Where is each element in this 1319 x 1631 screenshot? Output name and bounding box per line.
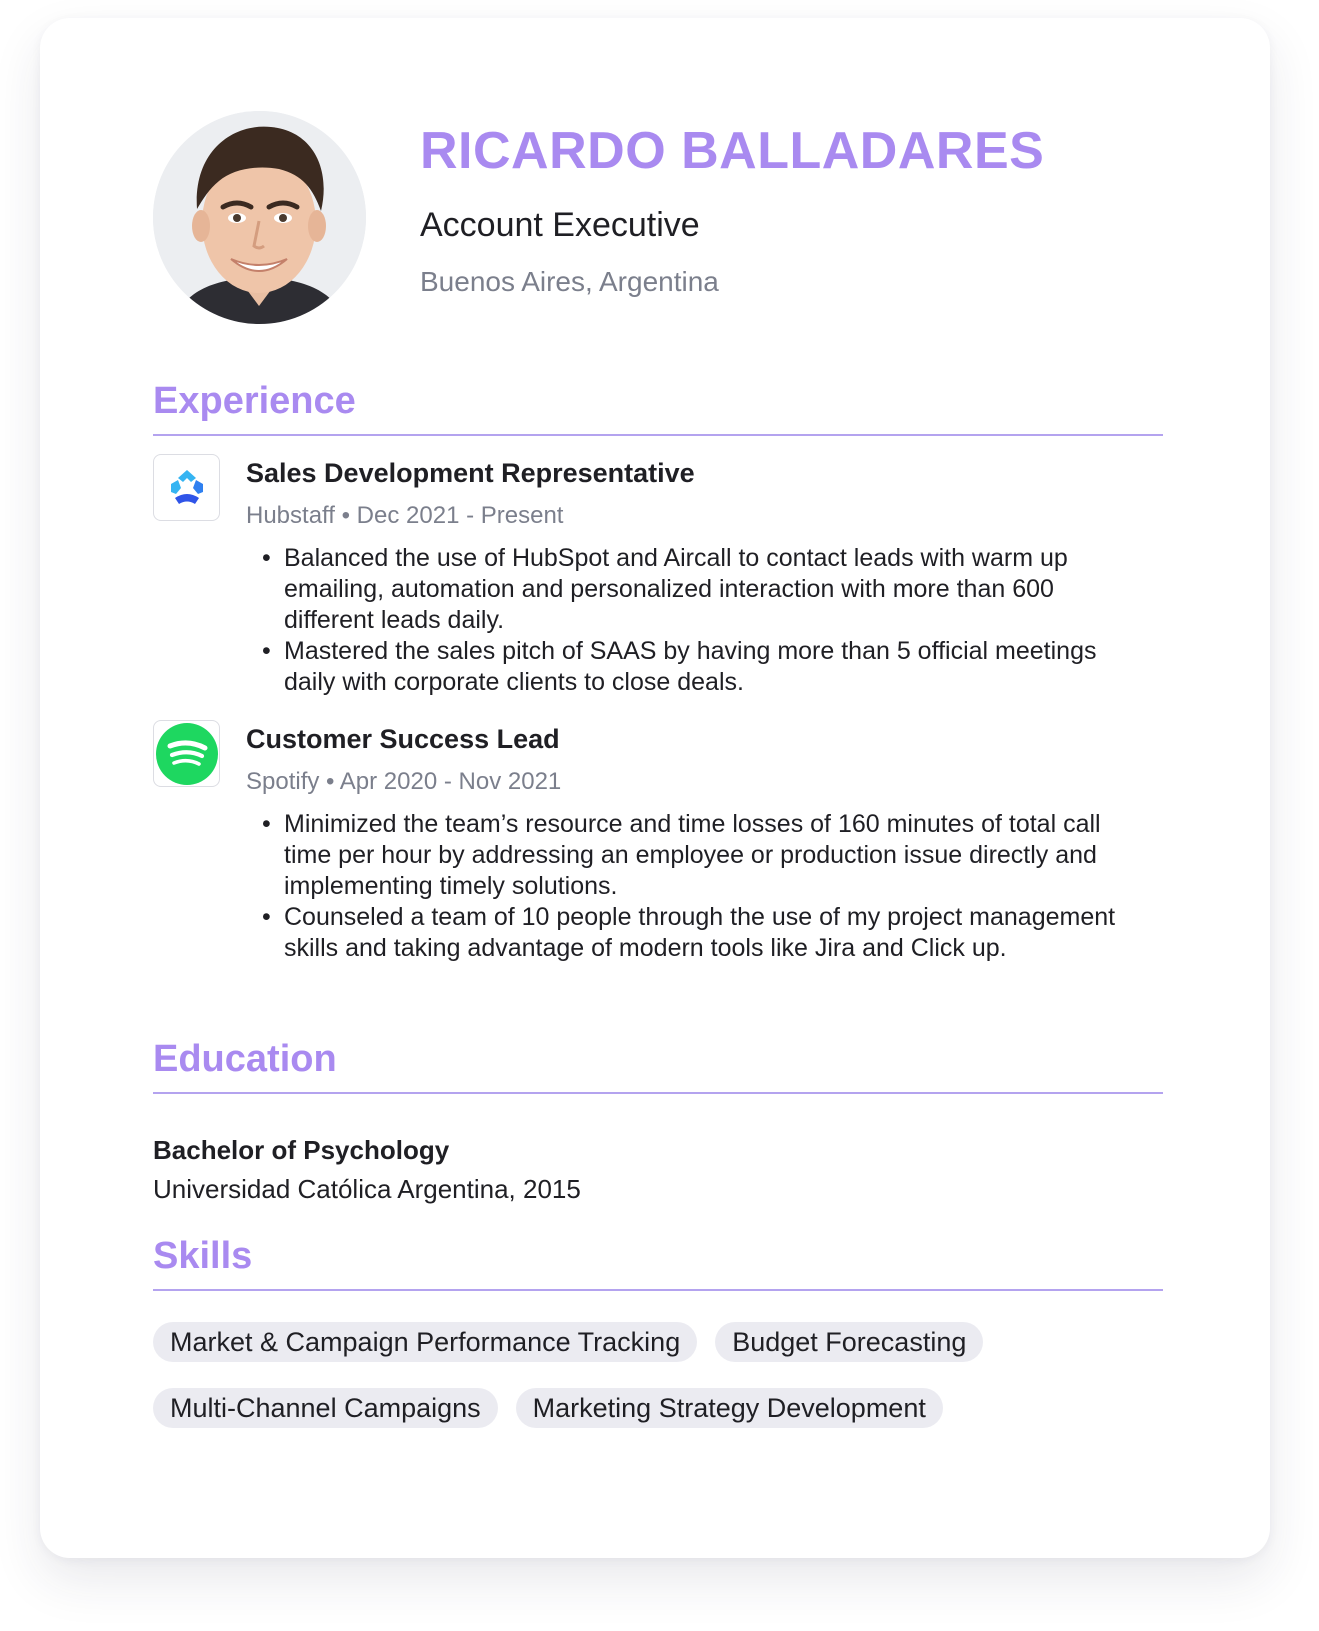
job-title-headline: Account Executive [420,206,700,244]
skills-row [153,1322,1163,1362]
achievement-item: • Mastered the sales pitch of SAAS by having more than 5 official meetings daily with corporate clients to close deals. [260,636,1140,698]
school-name: Universidad Católica Argentina, 2015 [153,1174,581,1204]
skill-chip: Multi-Channel Campaigns [153,1388,498,1428]
job-title: Customer Success Lead [246,724,560,754]
job-company-dates: Hubstaff • Dec 2021 - Present [246,502,564,529]
skill-chip: Marketing Strategy Development [516,1388,943,1428]
job-achievements [260,809,1140,964]
achievement-item: • Counseled a team of 10 people through the use of my project management skills and taking advantage of modern tools like Jira and Click up. [260,902,1140,964]
profile-photo [153,111,366,324]
achievement-item: • Balanced the use of HubSpot and Aircall to contact leads with warm up emailing, automation and personalized interaction with more than 600 different leads daily. [260,543,1140,636]
skills-heading: Skills [153,1237,1163,1291]
resume-card [40,18,1270,1558]
hubstaff-logo-icon [153,454,220,521]
skills-list [153,1322,1163,1454]
education-heading: Education [153,1040,1163,1094]
profile-header [153,111,1163,327]
person-portrait-icon [153,111,366,324]
job-title: Sales Development Representative [246,458,695,488]
job-achievements [260,543,1140,698]
achievement-item: • Minimized the team’s resource and time losses of 160 minutes of total call time per hour by addressing an employee or production issue directly and implementing timely solutions. [260,809,1140,902]
degree-name: Bachelor of Psychology [153,1135,450,1165]
experience-section [153,380,1163,962]
experience-heading: Experience [153,382,1163,436]
skill-chip: Market & Campaign Performance Tracking [153,1322,697,1362]
skill-chip: Budget Forecasting [715,1322,983,1362]
candidate-location: Buenos Aires, Argentina [420,266,719,297]
job-company-dates: Spotify • Apr 2020 - Nov 2021 [246,768,562,795]
education-section [153,1038,1163,1204]
skills-section [153,1235,1163,1423]
skills-row [153,1388,1163,1428]
spotify-logo-icon [153,720,220,787]
candidate-name: RICARDO BALLADARES [420,122,1045,180]
